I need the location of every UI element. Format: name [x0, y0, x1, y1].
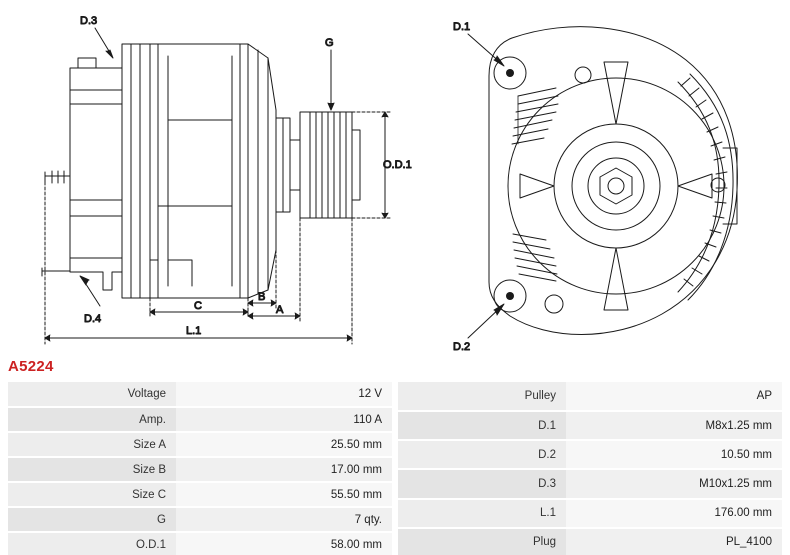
- table-row: [398, 382, 782, 411]
- spec-key: Amp.: [8, 407, 176, 432]
- spec-value: 17.00 mm: [176, 457, 392, 482]
- spec-value: 110 A: [176, 407, 392, 432]
- callout-d1: D.1: [453, 21, 471, 33]
- spec-value: 7 qty.: [176, 507, 392, 532]
- callout-c: C: [194, 300, 202, 312]
- callout-l1: L.1: [186, 325, 202, 337]
- spec-value: PL_4100: [566, 528, 782, 555]
- spec-table-right: [398, 382, 782, 555]
- spec-key: Pulley: [398, 382, 566, 411]
- spec-key: D.1: [398, 411, 566, 440]
- spec-key: L.1: [398, 499, 566, 528]
- table-row: [398, 411, 782, 440]
- spec-value: 12 V: [176, 382, 392, 407]
- table-row: [8, 507, 392, 532]
- table-row: [8, 432, 392, 457]
- callout-g: G: [325, 37, 334, 49]
- spec-value: M8x1.25 mm: [566, 411, 782, 440]
- table-row: [8, 407, 392, 432]
- spec-value: M10x1.25 mm: [566, 469, 782, 498]
- spec-table-left: [8, 382, 392, 555]
- table-row: [8, 382, 392, 407]
- front-view-group: [453, 21, 737, 353]
- table-row: [398, 440, 782, 469]
- spec-key: Voltage: [8, 382, 176, 407]
- spec-key: D.2: [398, 440, 566, 469]
- table-row: [8, 482, 392, 507]
- spec-key: D.3: [398, 469, 566, 498]
- spec-value: AP: [566, 382, 782, 411]
- table-row: [398, 469, 782, 498]
- spec-key: Size C: [8, 482, 176, 507]
- side-view-group: [42, 15, 412, 344]
- spec-value: 55.50 mm: [176, 482, 392, 507]
- specifications: [8, 382, 782, 555]
- spec-key: G: [8, 507, 176, 532]
- callout-d3: D.3: [80, 15, 98, 27]
- callout-a: A: [276, 304, 284, 316]
- spec-key: O.D.1: [8, 532, 176, 555]
- table-row: [398, 499, 782, 528]
- callout-d2: D.2: [453, 341, 471, 353]
- spec-value: 176.00 mm: [566, 499, 782, 528]
- spec-value: 25.50 mm: [176, 432, 392, 457]
- table-row: [398, 528, 782, 555]
- callout-d4: D.4: [84, 313, 102, 325]
- callout-od1: O.D.1: [383, 159, 412, 171]
- callout-b: B: [258, 291, 266, 303]
- table-row: [8, 532, 392, 555]
- spec-key: Size A: [8, 432, 176, 457]
- spec-key: Plug: [398, 528, 566, 555]
- spec-value: 58.00 mm: [176, 532, 392, 555]
- part-number: A5224: [8, 358, 54, 375]
- table-row: [8, 457, 392, 482]
- spec-value: 10.50 mm: [566, 440, 782, 469]
- spec-key: Size B: [8, 457, 176, 482]
